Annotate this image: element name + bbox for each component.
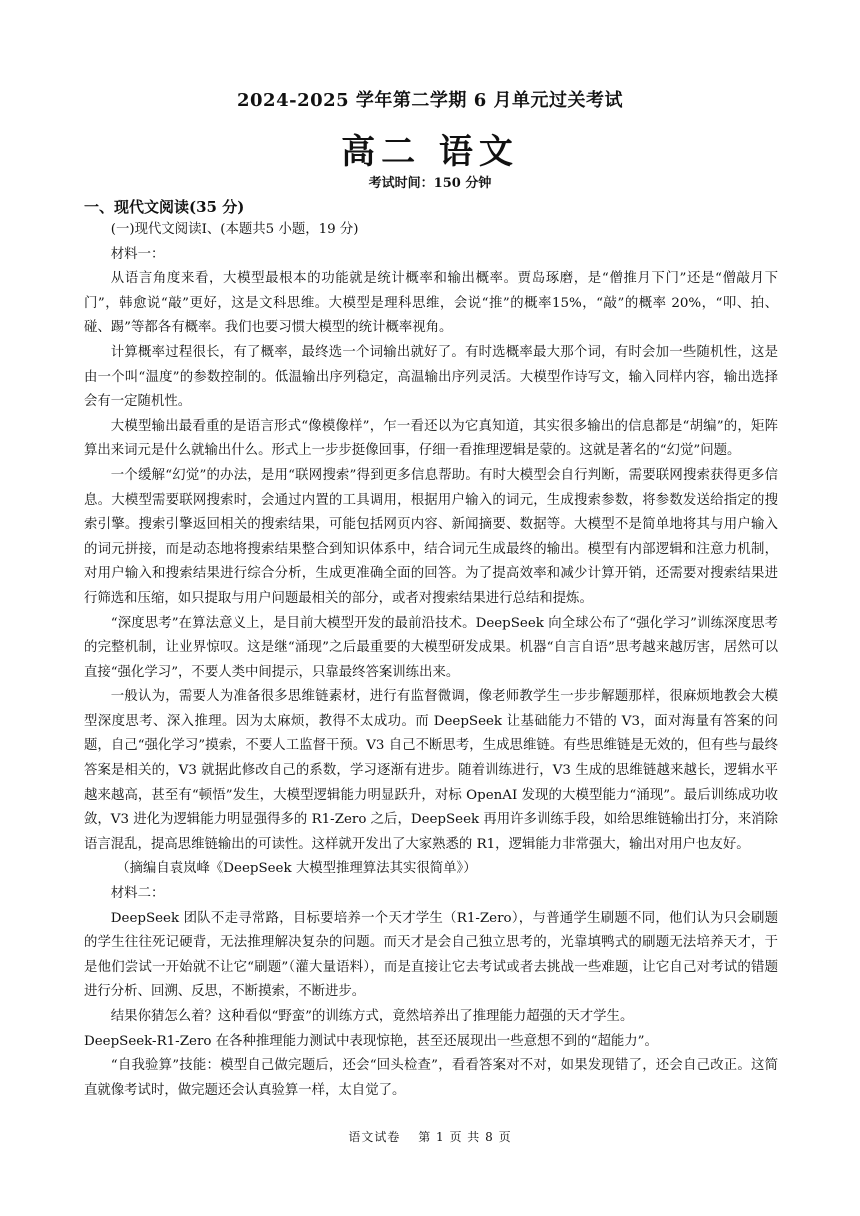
paragraph: DeepSeek-R1-Zero 在各种推理能力测试中表现惊艳，甚至还展现出一些意想不到的“超能力”。 [84, 1033, 658, 1049]
paragraph: 一般认为，需要人为准备很多思维链素材，进行有监督微调，像老师教学生一步步解题那样，很麻烦地教会大模型深度思考、深入推理。因为太麻烦，教得不太成功。而 DeepSeek 让基础能力不错的 V3，面对海量有答案的问题，自己“强化学习”摸索，不要人工监督干预。V3 自己不断思考，生成思维链。有些思维链是无效的，但有些与最终答案是相关的，V3 就据此修改自己的系数，学习逐渐有进步。随着训练进行，V3 生成的思维链越来越长，逻辑水平越来越高，甚至有“顿悟”发生，大模型逻辑能力明显跃升，对标 OpenAI 发现的大模型能力“涌现”。最后训练成功收敛，V3 进化为逻辑能力明显强得多的 R1-Zero 之后，DeepSeek 再用许多训练手段，如给思维链输出打分，来消除语言混乱，提高思维链输出的可读性。这样就开发出了大家熟悉的 R1，逻辑能力非常强大，输出对用户也友好。 [84, 689, 778, 852]
paragraph: 一个缓解“幻觉”的办法，是用“联网搜索”得到更多信息帮助。有时大模型会自行判断，需要联网搜索获得更多信息。大模型需要联网搜索时，会通过内置的工具调用，根据用户输入的词元，生成搜索参数，将参数发送给指定的搜索引擎。搜索引擎返回相关的搜索结果，可能包括网页内容、新闻摘要、数据等。大模型不是简单地将其与用户输入的词元拼接，而是动态地将搜索结果整合到知识体系中，结合词元生成最终的输出。模型有内部逻辑和注意力机制，对用户输入和搜索结果进行综合分析，生成更准确全面的回答。为了提高效率和减少计算开销，还需要对搜索结果进行筛选和压缩，如只提取与用户问题最相关的部分，或者对搜索结果进行总结和提炼。 [84, 467, 778, 606]
page-footer: 语文试卷 第 1 页 共 8 页 [348, 1130, 512, 1144]
paragraph: DeepSeek 团队不走寻常路，目标要培养一个天才学生（R1-Zero），与普通学生刷题不同，他们认为只会刷题的学生往往死记硬背，无法推理解决复杂的问题。而天才是会自己独立思考的，光靠填鸭式的刷题无法培养天才，于是他们尝试一开始就不让它“刷题”（灌大量语料），而是直接让它去考试或者去挑战一些难题，让它自己对考试的错题进行分析、回溯、反思，不断摸索，不断进步。 [84, 910, 778, 1000]
sub-heading: (一)现代文阅读Ⅰ、(本题共5 小题，19 分) [110, 222, 359, 237]
paragraph: 计算概率过程很长，有了概率，最终选一个词输出就好了。有时选概率最大那个词，有时会加一些随机性，这是由一个叫“温度”的参数控制的。低温输出序列稳定，高温输出序列灵活。大模型作诗写文，输入同样内容，输出选择会有一定随机性。 [84, 344, 778, 410]
exam-title: 2024-2025 学年第二学期 6 月单元过关考试 [237, 90, 623, 111]
subject-title: 高二 语文 [341, 132, 519, 172]
paragraph: “自我验算”技能：模型自己做完题后，还会“回头检查”，看看答案对不对，如果发现错了，还会自己改正。这简直就像考试时，做完题还会认真验算一样，太自觉了。 [84, 1058, 778, 1098]
material-1-label: 材料一： [110, 246, 165, 262]
material-2-label: 材料二： [110, 886, 165, 902]
paragraph: 大模型输出最看重的是语言形式“像模像样”，乍一看还以为它真知道，其实很多输出的信息都是“胡编”的，矩阵算出来词元是什么就输出什么。形式上一步步挺像回事，仔细一看推理逻辑是蒙的。这就是著名的“幻觉”问题。 [84, 418, 778, 459]
paragraph: “深度思考”在算法意义上，是目前大模型开发的最前沿技术。DeepSeek 向全球公布了“强化学习”训练深度思考的完整机制，让业界惊叹。这是继“涌现”之后最重要的大模型研发成果。机器“自言自语”思考越来越厉害，居然可以直接“强化学习”，不要人类中间提示，只靠最终答案训练出来。 [84, 615, 778, 680]
exam-time: 考试时间：150 分钟 [368, 176, 492, 191]
section-heading: 一、现代文阅读(35 分) [84, 198, 245, 216]
paragraph: 从语言角度来看，大模型最根本的功能就是统计概率和输出概率。贾岛琢磨，是“僧推月下门”还是“僧敲月下门”，韩愈说“敲”更好，这是文科思维。大模型是理科思维，会说“推”的概率15%，“敲”的概率 20%，“叩、拍、碰、踢”等都各有概率。我们也要习惯大模型的统计概率视角。 [84, 271, 778, 336]
paragraph: 结果你猜怎么着？这种看似“野蛮”的训练方式，竟然培养出了推理能力超强的天才学生。 [110, 1009, 634, 1024]
source-citation: （摘编自袁岚峰《DeepSeek 大模型推理算法其实很简单》） [116, 861, 477, 877]
reading-passage [84, 218, 778, 1103]
